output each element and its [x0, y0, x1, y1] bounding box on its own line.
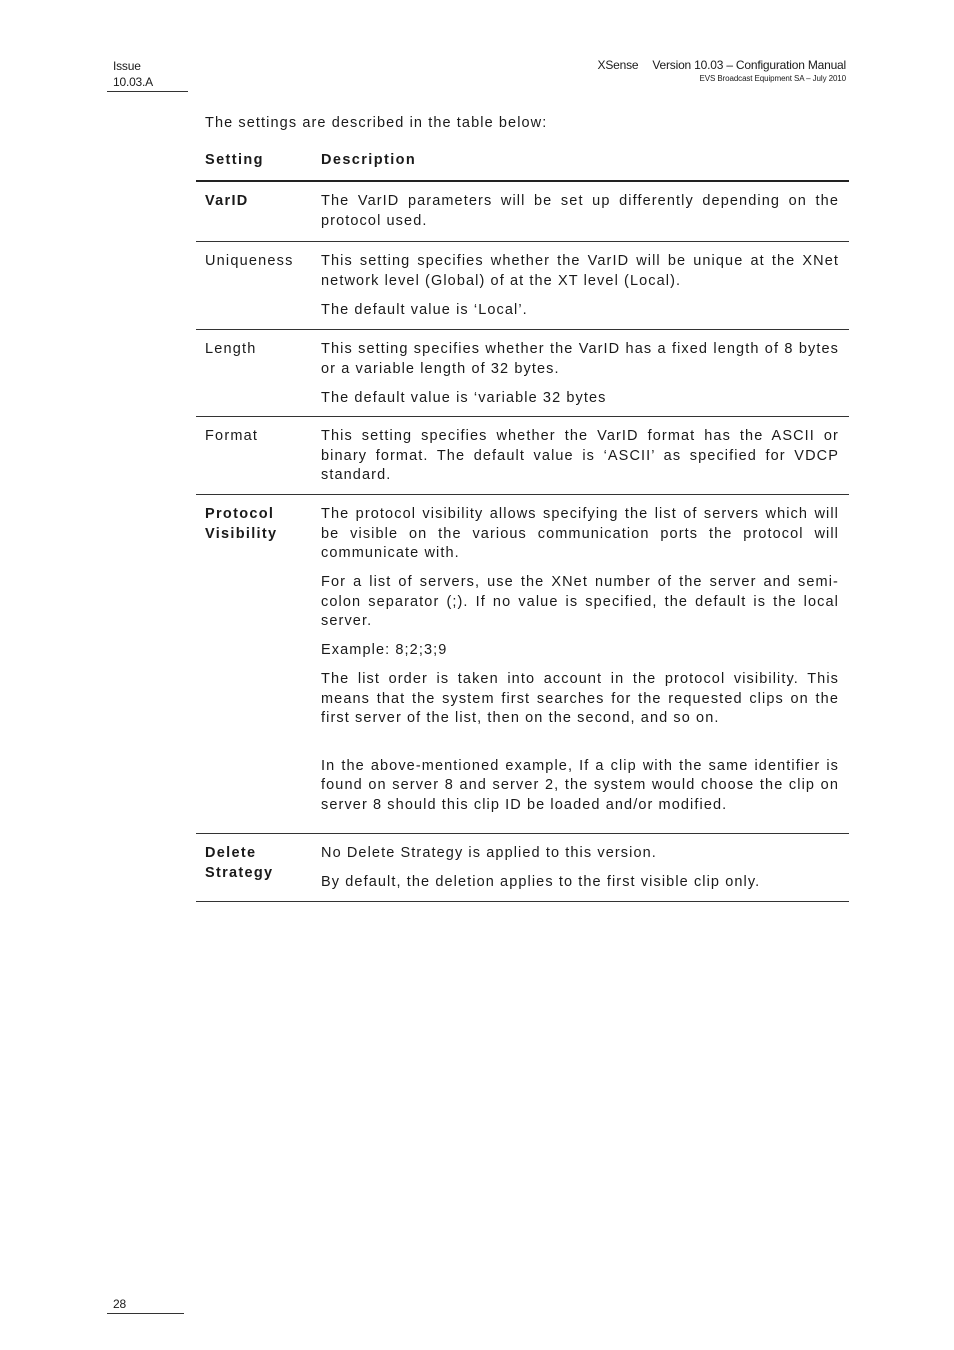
table-row	[196, 495, 849, 834]
setting-description	[321, 417, 849, 494]
setting-name: Delete Strategy	[205, 845, 274, 881]
column-header-setting: Setting	[205, 152, 264, 168]
description-paragraph: The default value is ‘Local’.	[321, 301, 528, 318]
table-row	[196, 242, 849, 330]
setting-description	[321, 495, 849, 833]
setting-description	[321, 330, 849, 416]
page-number: 28	[113, 1297, 126, 1311]
description-paragraph: The protocol visibility allows specifying the list of servers which will be visible on the various communication ports the protocol will communicate with.	[321, 506, 839, 561]
setting-description	[321, 182, 849, 241]
product-name: XSense	[597, 58, 639, 72]
company-line: EVS Broadcast Equipment SA – July 2010	[699, 74, 846, 83]
description-paragraph: This setting specifies whether the VarID will be unique at the XNet network level (Global) of at the XT level (Local).	[321, 253, 839, 289]
intro-text: The settings are described in the table below:	[205, 115, 548, 131]
description-paragraph: The VarID parameters will be set up differently depending on the protocol used.	[321, 193, 839, 229]
setting-description	[321, 242, 849, 329]
description-paragraph: The list order is taken into account in the protocol visibility. This means that the system first searches for the requested clips on the first server of the list, then on the second, and so on.	[321, 671, 839, 726]
setting-description	[321, 834, 849, 901]
description-paragraph: The default value is ‘variable 32 bytes	[321, 389, 607, 406]
issue-number: 10.03.A	[113, 75, 153, 89]
column-header-description: Description	[321, 152, 417, 168]
settings-table	[196, 152, 849, 902]
description-paragraph: Example: 8;2;3;9	[321, 642, 448, 658]
issue-label: Issue	[113, 59, 141, 73]
setting-name: Length	[205, 341, 257, 357]
description-paragraph: This setting specifies whether the VarID has a fixed length of 8 bytes or a variable length of 32 bytes.	[321, 341, 839, 377]
header-divider	[107, 91, 188, 92]
issue-block	[113, 58, 153, 90]
table-header	[196, 152, 849, 182]
table-row	[196, 834, 849, 902]
setting-name: Uniqueness	[205, 253, 294, 269]
setting-name: Protocol Visibility	[205, 506, 278, 542]
description-paragraph: For a list of servers, use the XNet number of the server and semi-colon separator (;). If no value is specified, the default is the local server.	[321, 574, 839, 629]
description-paragraph: No Delete Strategy is applied to this version.	[321, 845, 657, 861]
table-row	[196, 182, 849, 242]
table-row	[196, 417, 849, 495]
document-title-block	[598, 58, 846, 85]
table-row	[196, 330, 849, 417]
manual-title: Version 10.03 – Configuration Manual	[652, 58, 846, 72]
description-paragraph: This setting specifies whether the VarID format has the ASCII or binary format. The default value is ‘ASCII’ as specified for VDCP standard.	[321, 428, 839, 483]
setting-name: Format	[205, 428, 259, 444]
footer-divider	[107, 1313, 184, 1314]
setting-name: VarID	[205, 193, 249, 209]
description-paragraph: By default, the deletion applies to the first visible clip only.	[321, 874, 761, 890]
description-paragraph: In the above-mentioned example, If a clip with the same identifier is found on server 8 and server 2, the system would choose the clip on server 8 should this clip ID be loaded and/or modified.	[321, 757, 839, 813]
